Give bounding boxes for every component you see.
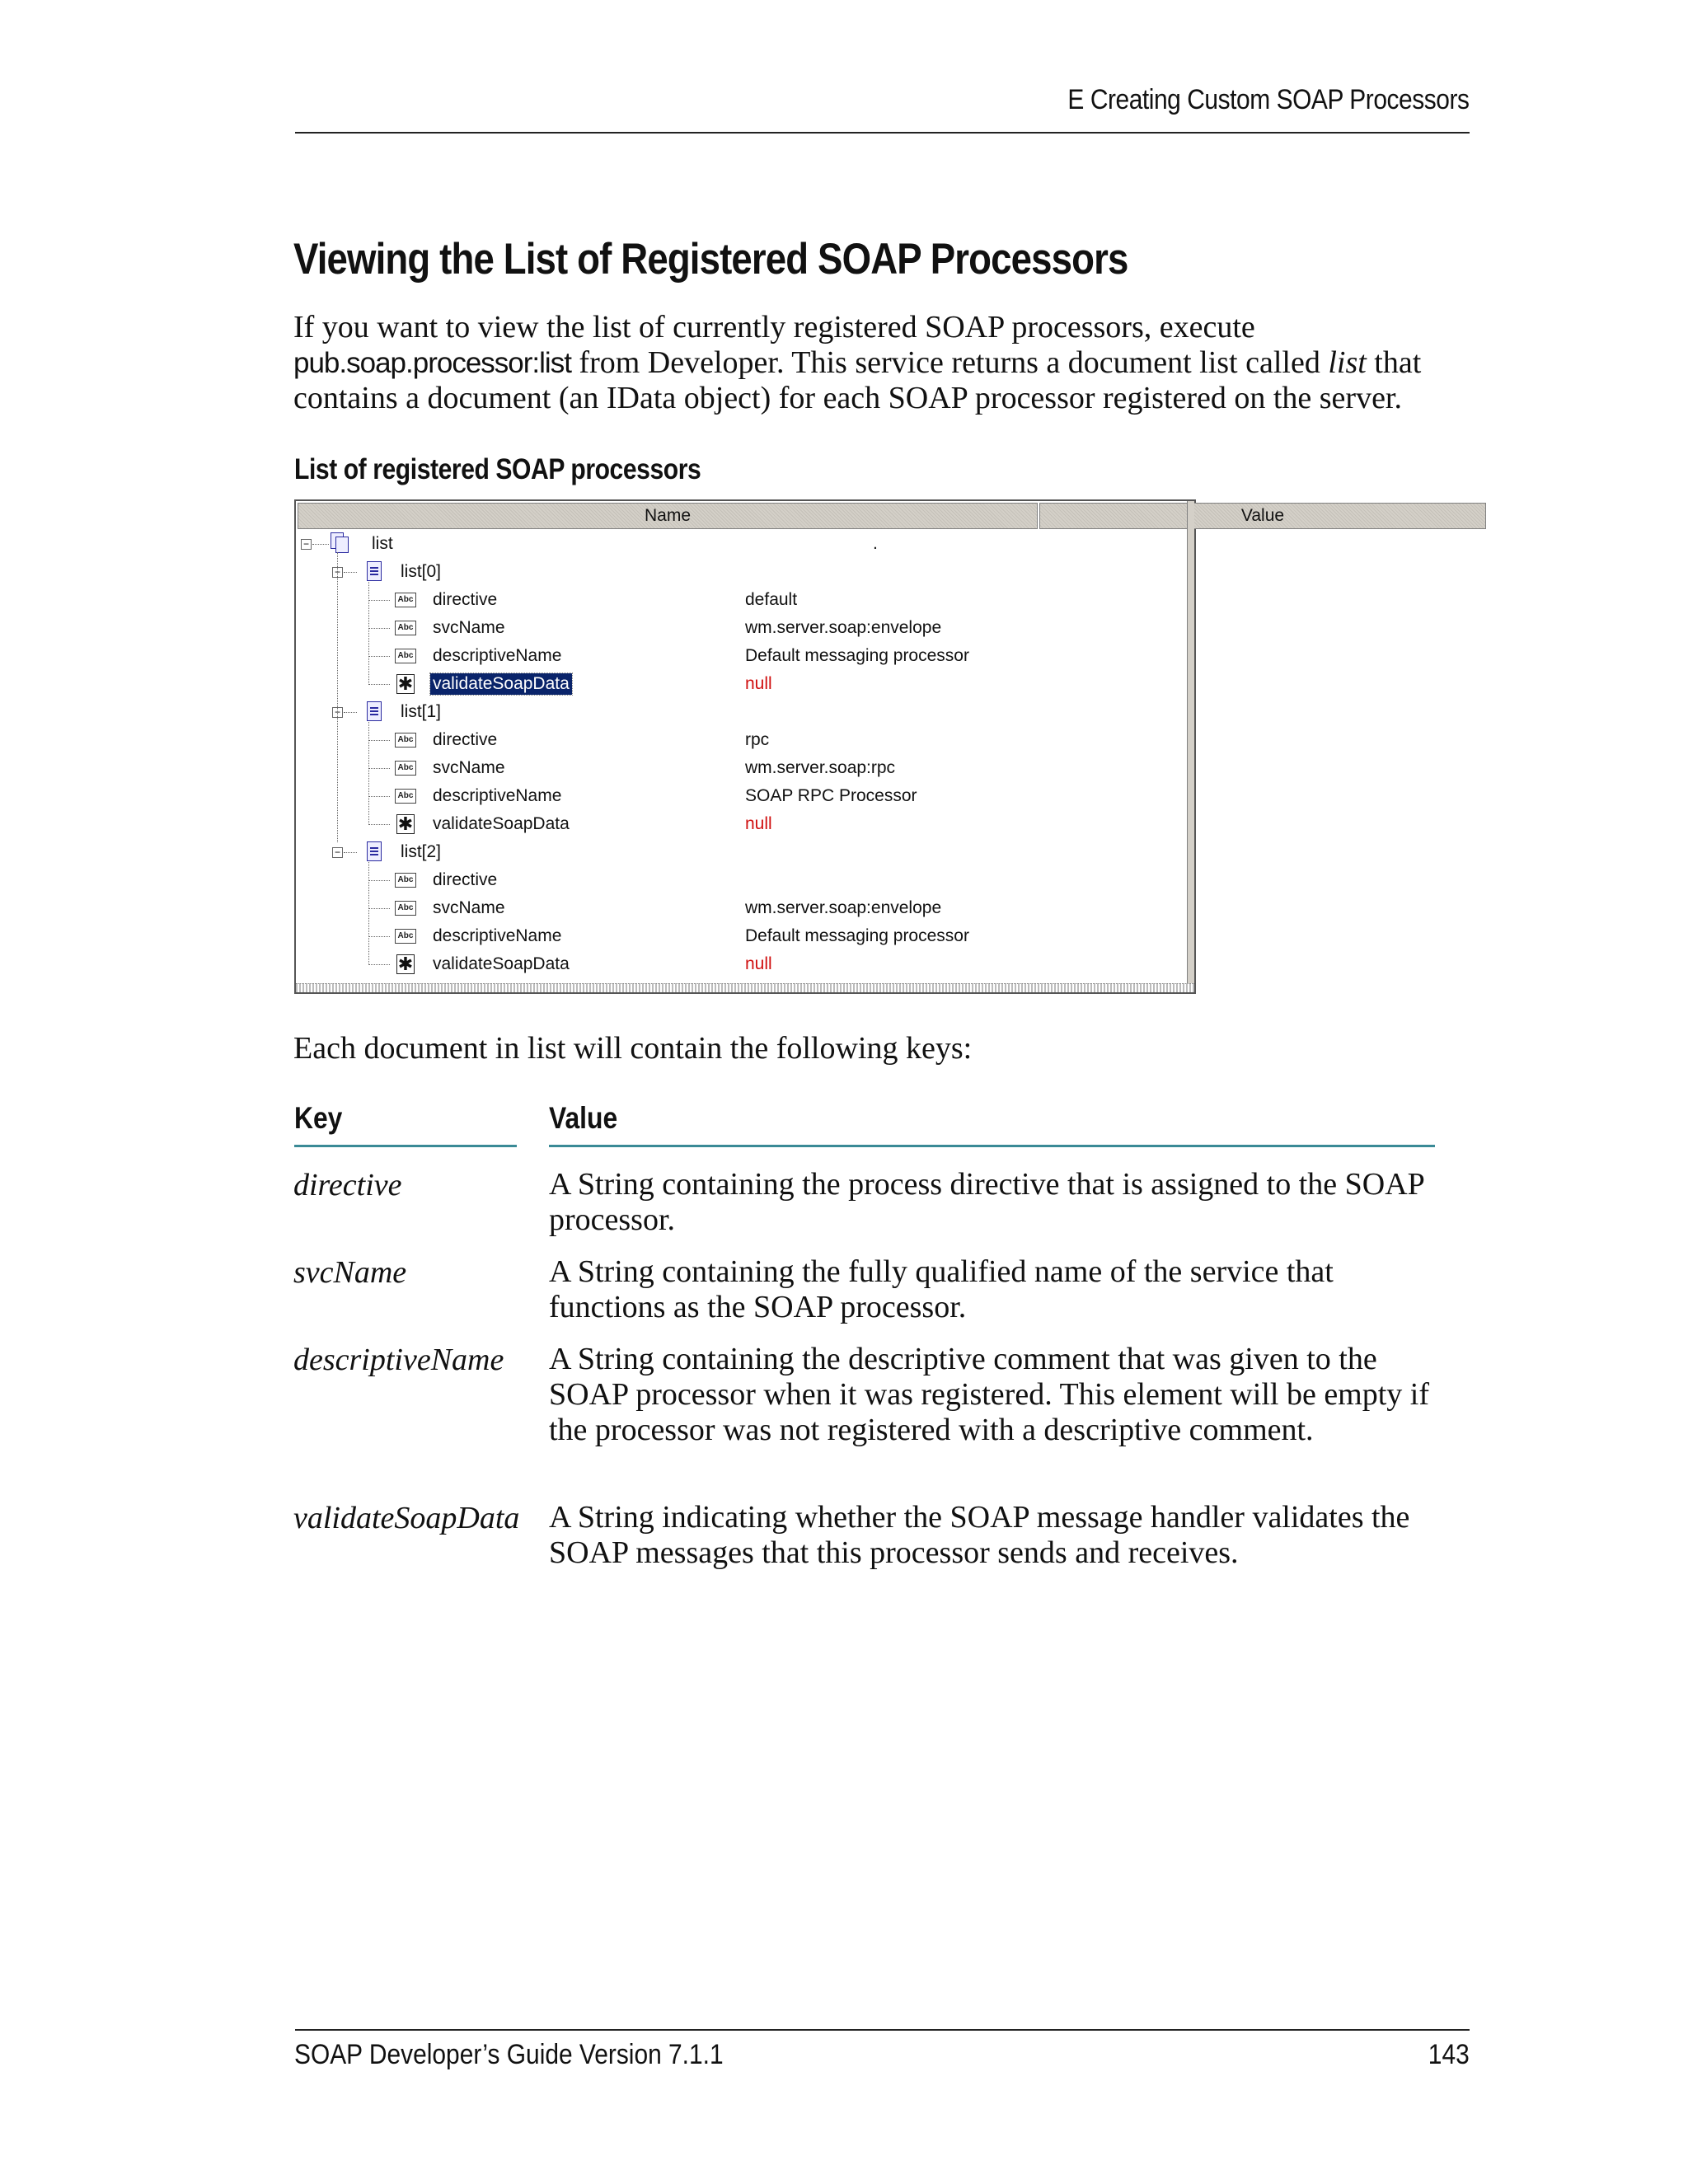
intro-text-3: that contains a document (an IData object) for each SOAP processor registered on the server. <box>293 345 1422 415</box>
string-icon: Abc <box>395 929 416 944</box>
tree-connector <box>368 936 390 937</box>
tree-field-value: wm.server.soap:rpc <box>745 758 896 777</box>
tree-field-label: directive <box>433 730 498 749</box>
tree-field-value: wm.server.soap:envelope <box>745 898 942 917</box>
tree-field-label: directive <box>433 870 498 889</box>
figure-caption: List of registered SOAP processors <box>294 453 701 485</box>
value-directive: A String containing the process directive that is assigned to the SOAP processor. <box>549 1167 1424 1237</box>
value-header-rule <box>549 1145 1435 1147</box>
tree-connector <box>344 712 357 713</box>
collapse-toggle-icon[interactable]: − <box>332 567 343 578</box>
tree-field-directive[interactable] <box>296 867 1186 893</box>
tree-field-svcname[interactable] <box>296 895 1186 921</box>
tree-connector <box>368 862 369 965</box>
tree-field-validatesoapdata[interactable] <box>296 811 1186 837</box>
string-icon: Abc <box>395 873 416 888</box>
tree-field-value: default <box>745 590 798 609</box>
tree-field-label: svcName <box>433 898 505 917</box>
tree-field-svcname[interactable] <box>296 755 1186 781</box>
tree-connector <box>344 852 357 853</box>
tree-field-directive[interactable] <box>296 587 1186 613</box>
tree-field-validatesoapdata[interactable] <box>296 671 1186 697</box>
tree-connector <box>312 544 329 545</box>
tree-node-label: list[1] <box>401 702 442 721</box>
tree-field-value: SOAP RPC Processor <box>745 786 917 805</box>
tree-field-descriptivename[interactable] <box>296 923 1186 949</box>
tree-field-label: svcName <box>433 758 505 777</box>
tree-connector <box>368 880 390 881</box>
key-svcname: svcName <box>293 1255 407 1290</box>
tree-field-label: svcName <box>433 618 505 637</box>
string-icon: Abc <box>395 649 416 663</box>
keys-intro: Each document in list will contain the following keys: <box>293 1031 973 1066</box>
tree-field-label: validateSoapData <box>433 954 570 973</box>
intro-text-1: If you want to view the list of currently registered SOAP processors, execute <box>293 310 1255 344</box>
tree-field-descriptivename[interactable] <box>296 643 1186 669</box>
section-title: Viewing the List of Registered SOAP Processors <box>293 235 1128 284</box>
key-directive: directive <box>293 1168 402 1202</box>
key-header-rule <box>294 1145 517 1147</box>
value-column-header-table: Value <box>549 1101 618 1135</box>
tree-connector <box>368 600 390 601</box>
document-icon <box>367 841 382 861</box>
tree-connector <box>368 684 390 685</box>
tree-connector <box>368 656 390 657</box>
string-icon: Abc <box>395 789 416 804</box>
tree-field-validatesoapdata[interactable] <box>296 951 1186 977</box>
tree-vertical-scrollbar[interactable] <box>1187 501 1194 992</box>
tree-node-value: . <box>873 534 878 553</box>
tree-node-label: list <box>372 534 393 553</box>
string-icon: Abc <box>395 761 416 776</box>
tree-field-label: directive <box>433 590 498 609</box>
document-icon <box>367 701 382 721</box>
value-svcname: A String containing the fully qualified name of the service that functions as the SOAP processor. <box>549 1254 1334 1324</box>
tree-field-descriptivename[interactable] <box>296 783 1186 809</box>
tree-field-value: null <box>745 954 772 973</box>
tree-field-label: descriptiveName <box>433 926 562 945</box>
intro-text-2: from Developer. This service returns a document list called <box>570 345 1329 380</box>
running-header: E Creating Custom SOAP Processors <box>1067 84 1470 115</box>
collapse-toggle-icon[interactable]: − <box>301 539 312 550</box>
tree-field-value: null <box>745 674 772 693</box>
tree-connector <box>368 964 390 965</box>
value-column-header[interactable]: Value <box>1039 503 1486 529</box>
name-column-header[interactable]: Name <box>298 503 1038 529</box>
footer-title: SOAP Developer’s Guide Version 7.1.1 <box>294 2039 724 2070</box>
tree-field-label: validateSoapData <box>433 814 570 833</box>
tree-connector <box>344 572 357 573</box>
string-icon: Abc <box>395 621 416 635</box>
string-icon: Abc <box>395 593 416 607</box>
tree-node-list0[interactable] <box>296 559 1186 585</box>
tree-horizontal-scrollbar[interactable] <box>296 983 1194 992</box>
tree-connector <box>368 740 390 741</box>
intro-paragraph <box>293 310 1480 416</box>
collapse-toggle-icon[interactable]: − <box>332 707 343 718</box>
string-icon: Abc <box>395 901 416 916</box>
object-icon: ✱ <box>397 813 414 834</box>
tree-node-list1[interactable] <box>296 699 1186 725</box>
tree-connector <box>337 552 338 842</box>
tree-field-svcname[interactable] <box>296 615 1186 641</box>
tree-field-label: descriptiveName <box>433 646 562 665</box>
tree-field-label: descriptiveName <box>433 786 562 805</box>
tree-node-label: list[2] <box>401 842 442 861</box>
object-icon: ✱ <box>397 954 414 974</box>
tree-connector <box>368 722 369 825</box>
tree-field-value: Default messaging processor <box>745 926 969 945</box>
key-column-header: Key <box>294 1101 343 1135</box>
tree-field-value: Default messaging processor <box>745 646 969 665</box>
key-descriptivename: descriptiveName <box>293 1343 504 1377</box>
document-icon <box>367 561 382 581</box>
document-list-icon <box>331 532 352 554</box>
tree-connector <box>368 628 390 629</box>
tree-connector <box>368 908 390 909</box>
pipeline-tree-view <box>294 499 1285 994</box>
key-validatesoapdata: validateSoapData <box>293 1501 520 1535</box>
list-term: list <box>1328 345 1367 380</box>
object-icon: ✱ <box>397 673 414 694</box>
tree-node-list2[interactable] <box>296 839 1186 865</box>
collapse-toggle-icon[interactable]: − <box>332 847 343 858</box>
tree-field-value: rpc <box>745 730 770 749</box>
value-descriptivename: A String containing the descriptive comment that was given to the SOAP processor when it was registered. This element will be empty if the processor was not registered with a descriptive comment. <box>549 1342 1430 1447</box>
service-name-code: pub.soap.processor:list <box>293 347 571 379</box>
tree-node-list[interactable] <box>296 531 1186 557</box>
tree-field-directive[interactable] <box>296 727 1186 753</box>
tree-node-label: list[0] <box>401 562 442 581</box>
tree-field-label: validateSoapData <box>430 673 572 695</box>
string-icon: Abc <box>395 733 416 748</box>
footer-rule <box>295 2029 1470 2031</box>
value-validatesoapdata: A String indicating whether the SOAP message handler validates the SOAP messages that this processor sends and receives. <box>549 1500 1410 1570</box>
tree-connector <box>368 582 369 685</box>
tree-field-value: wm.server.soap:envelope <box>745 618 942 637</box>
header-rule <box>295 132 1470 134</box>
tree-connector <box>368 768 390 769</box>
tree-connector <box>368 796 390 797</box>
page-number: 143 <box>1428 2039 1470 2070</box>
tree-field-value: null <box>745 814 772 833</box>
tree-connector <box>368 824 390 825</box>
